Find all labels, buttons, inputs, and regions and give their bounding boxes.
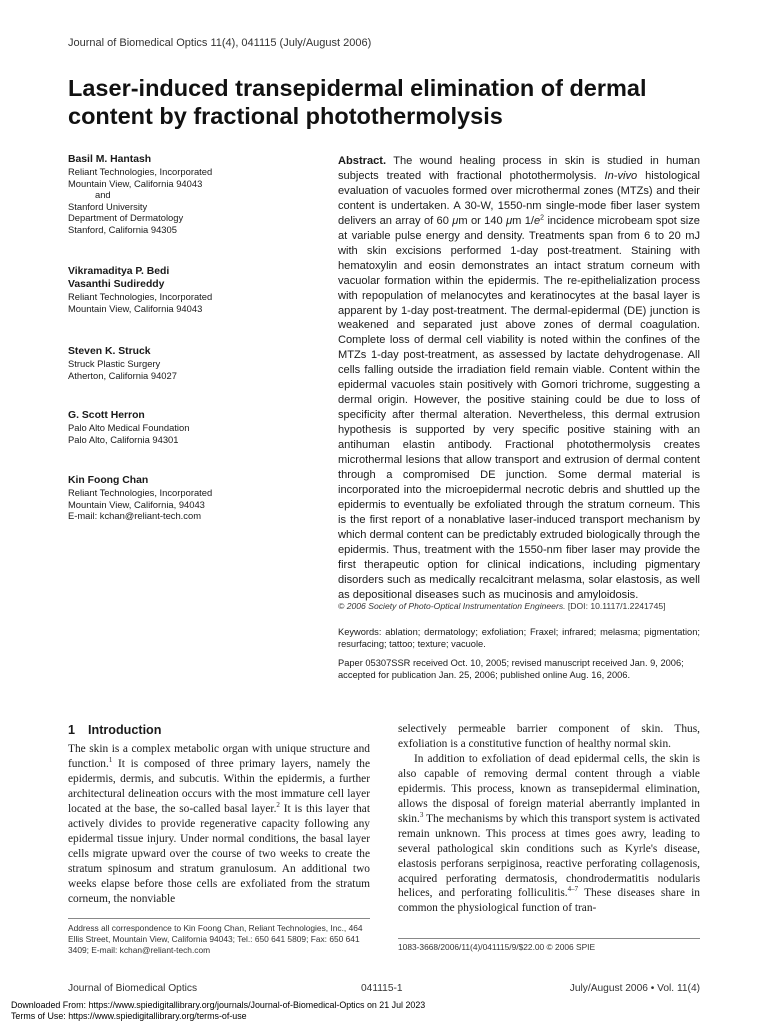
body-column-right [398, 722, 700, 916]
affiliation-line: and [95, 189, 111, 200]
author-block [68, 409, 323, 445]
keywords: Keywords: ablation; dermatology; exfoliation; Fraxel; infrared; melasma; pigmentation; resurfacing; tattoo; texture; vacuole. [338, 627, 700, 649]
abstract-text: m 1/ [512, 214, 534, 227]
footer-journal: Journal of Biomedical Optics [68, 983, 198, 994]
paper-title: Laser-induced transepidermal elimination of dermal content by fractional photothermolysis [68, 75, 647, 129]
affiliation-line: Department of Dermatology [68, 212, 184, 223]
reference-marker: 3 [419, 810, 424, 819]
section-heading [68, 723, 161, 737]
abstract-label: Abstract. [338, 155, 387, 167]
author-email: E-mail: kchan@reliant-tech.com [68, 510, 201, 521]
footer-page-number: 041115-1 [361, 983, 403, 994]
exponent: 2 [540, 214, 545, 222]
body-text: It is composed of three primary layers, namely the epidermis, dermis, and subcutis. Within the epidermis, a further architectural delineation occurs with the most immature cell layer located at the base, the so-called basal layer. [68, 757, 370, 815]
abstract-text: The wound healing process in skin is studied in human subjects treated with fractional photothermolysis. [338, 155, 700, 182]
affiliation-line: Struck Plastic Surgery [68, 358, 161, 369]
journal-header: Journal of Biomedical Optics 11(4), 041115 (July/August 2006) [68, 37, 372, 49]
author-block [68, 345, 323, 381]
author-name: G. Scott Herron [68, 410, 145, 421]
correspondence-footnote: Address all correspondence to Kin Foong Chan, Reliant Technologies, Inc., 464 Ellis Street, Mountain View, California 94043; Tel.: 650 641 5809; Fax: 650 641 3409; E-mail: kchan@reliant-tech.com [68, 923, 363, 955]
paragraph: selectively permeable barrier component of skin. Thus, exfoliation is a constitutive function of healthy normal skin. [398, 723, 700, 750]
abstract-text: histological evaluation of vacuoles formed over microthermal zones (MTZs) and their content is undertaken. A 30-W, 1550-nm single-mode fiber laser system delivers an array of 60 [338, 169, 700, 227]
body-text: It is this layer that actively divides to provide regenerative capacity following any epidermal tissue injury. Under normal conditions, the basal layer cells migrate upward over the course of two weeks to create the stratum spinosum and stratum granulosum. An additional two weeks elapse before those cells are exfoliated from the stratum corneum, the nonviable [68, 802, 370, 905]
doi: [DOI: 10.1117/1.2241745] [565, 601, 666, 611]
section-number: 1 [68, 723, 76, 737]
section-title: Introduction [88, 723, 162, 737]
author-name: Kin Foong Chan [68, 475, 149, 486]
affiliation-line: Palo Alto, California 94301 [68, 433, 179, 445]
e-symbol: e [534, 214, 541, 227]
affiliation-line: Mountain View, California, 94043 [68, 498, 205, 510]
author-name: Basil M. Hantash [68, 154, 152, 165]
author-name: Vasanthi Sudireddy [68, 279, 165, 290]
affiliation-line: Stanford, California 94305 [68, 223, 177, 235]
author-block [68, 265, 323, 314]
affiliation-line: Mountain View, California 94043 [68, 302, 203, 314]
abstract-text: m or 140 [458, 214, 507, 227]
author-block [68, 474, 323, 522]
abstract-text: In-vivo [604, 169, 638, 182]
footnote-divider [68, 918, 370, 919]
issn-divider [398, 938, 700, 939]
mu-symbol: μ [506, 214, 513, 227]
author-name: Vikramaditya P. Bedi [68, 266, 170, 277]
download-notice [11, 1000, 425, 1021]
issn-line: 1083-3668/2006/11(4)/041115/9/$22.00 © 2006 SPIE [398, 942, 596, 952]
affiliation-line: Reliant Technologies, Incorporated [68, 166, 213, 177]
author-block [68, 153, 323, 235]
paper-dates: Paper 05307SSR received Oct. 10, 2005; revised manuscript received Jan. 9, 2006; accepted for publication Jan. 25, 2006; published online Aug. 16, 2006. [338, 658, 684, 680]
footer-issue: July/August 2006 • Vol. 11(4) [569, 983, 700, 994]
body-text: In addition to exfoliation of dead epidermal cells, the skin is also capable of removing dermal content through a viable epidermis. This process, known as transepidermal elimination, allows the disposal of foreign material aberrantly implanted in skin. [398, 752, 700, 825]
reference-marker: 1 [108, 756, 113, 765]
body-text: The mechanisms by which this transport system is activated remain unknown. This process at times goes awry, leading to several pathological skin conditions such as Kyrle's disease, elastosis perforans serpiginosa, reactive perforating collagenosis, acquired perforating dermatosis, chondrodermatitis nodularis helices, and perforating folliculitis. [398, 812, 700, 900]
download-link[interactable]: Downloaded From: https://www.spiedigitallibrary.org/journals/Journal-of-Biomedical-Optics on 21 Jul 2023 [11, 1000, 426, 1010]
body-text: These diseases share in common the physiological function of tran- [398, 887, 700, 915]
abstract [338, 154, 700, 603]
affiliation-line: Palo Alto Medical Foundation [68, 422, 190, 433]
mu-symbol: μ [452, 214, 459, 227]
affiliation-line: Atherton, California 94027 [68, 369, 177, 381]
copyright-line [338, 601, 700, 611]
abstract-text: incidence microbeam spot size at variable pulse energy and density. Treatments span from 6 to 20 mJ with skin excisions performed 1-day post-treatment. Staining with hematoxylin and eosin demonstrates an intact stratum corneum with vacuolar formation within the epidermis. The re-epithelialization process with repopulation of melanocytes and keratinocytes at the basal layer is apparent by 1-day post-treatment. The dermal-epidermal (DE) junction is weakened and separated just above zones of dermal coagulation. Complete loss of dermal cell viability is noted within the confines of the MTZs 1-day post-treatment, as assessed by lactate dehydrogenase. All cells falling outside the irradiation field remain viable. Content within the epidermal vacuoles stain positively with Gomori trichrome, suggesting a dermal origin. However, the positive staining could be due to loss of specificity after thermal alteration. Nevertheless, this dermal extrusion hypothesis is supported by very specific positive staining with an antihuman elastin antibody. Fractional photothermolysis creates microthermal lesions that allow transport and extrusion of dermal content through a compromised DE junction. Some dermal material is incorporated into the microepidermal necrotic debris and shuttled up the epidermis to eventually be exfoliated through the stratum corneum. This is the first report of a nonablative laser-induced transport mechanism by which dermal content can be predictably extruded biologically through the epidermis. Thus, treatment with the 1550-nm fiber laser may provide the first therapeutic option for clinical indications, including pigmentary disorders such as medically recalcitrant melasma, solar elastosis, as well as depositional diseases such as mucinosis and amyloidosis. [338, 214, 700, 601]
copyright-text: © 2006 Society of Photo-Optical Instrumentation Engineers. [338, 601, 566, 611]
affiliation-line: Mountain View, California 94043 [68, 177, 203, 189]
paragraph [398, 752, 700, 916]
affiliation-line: Reliant Technologies, Incorporated [68, 291, 213, 302]
terms-link[interactable]: Terms of Use: https://www.spiedigitallibrary.org/terms-of-use [11, 1010, 247, 1021]
author-name: Steven K. Struck [68, 346, 151, 357]
body-text: The skin is a complex metabolic organ with unique structure and function. [68, 743, 370, 770]
affiliation-line: Reliant Technologies, Incorporated [68, 487, 213, 498]
affiliation-line: Stanford University [68, 200, 148, 212]
reference-marker: 2 [276, 801, 280, 810]
reference-marker: 4–7 [567, 885, 579, 894]
body-column-left [68, 742, 370, 906]
